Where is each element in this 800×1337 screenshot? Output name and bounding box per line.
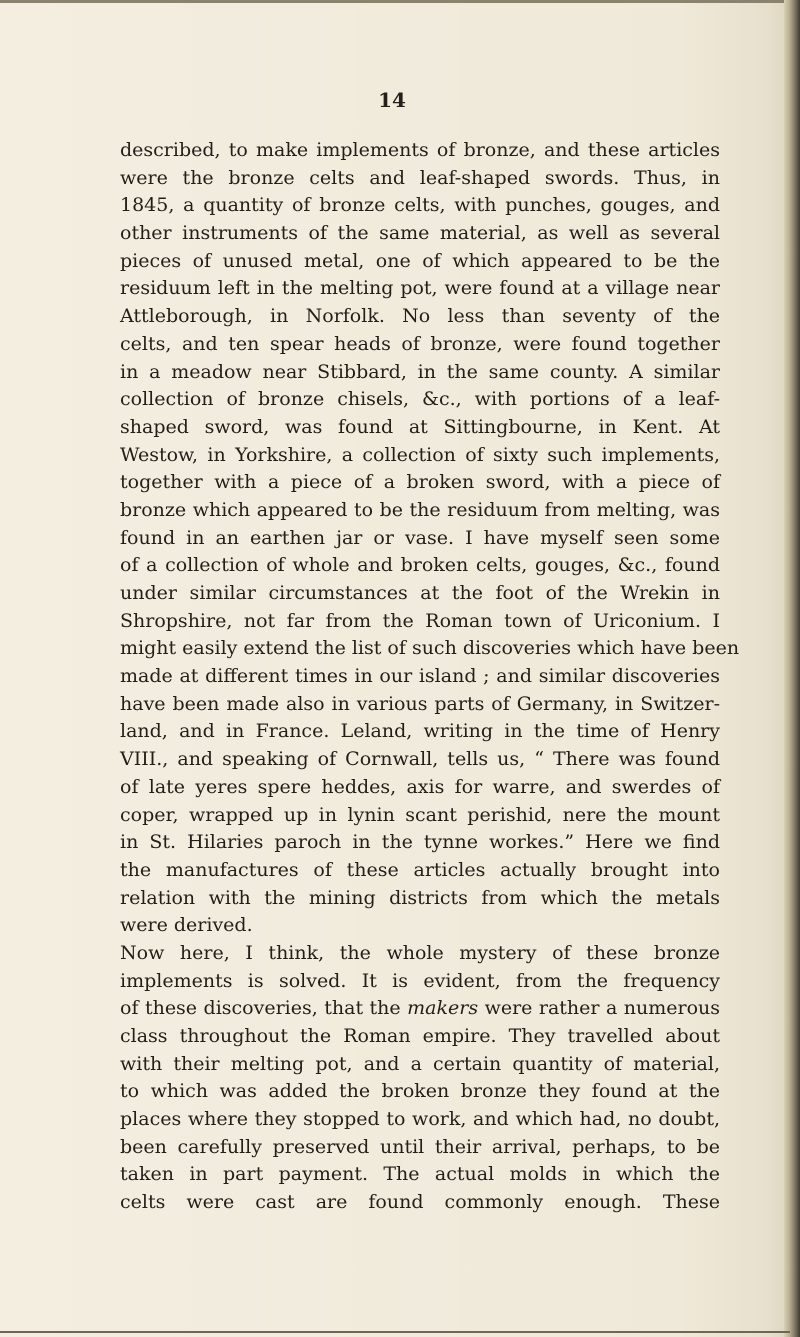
text-line: pieces of unused metal, one of which appeared to be the <box>120 249 720 272</box>
text-line: together with a piece of a broken sword, with a piece of <box>120 471 720 494</box>
text-line: been carefully preserved until their arrival, perhaps, to be <box>120 1135 720 1158</box>
page-bottom-edge <box>0 1331 790 1333</box>
text-line: made at different times in our island ; and similar discoveries <box>120 665 720 688</box>
text-line: places where they stopped to work, and which had, no doubt, <box>120 1108 720 1131</box>
text-line: of late yeres spere heddes, axis for warre, and swerdes of <box>120 775 720 798</box>
text-line: celts, and ten spear heads of bronze, were found together <box>120 332 720 355</box>
text-line: taken in part payment. The actual molds in which the <box>120 1163 720 1186</box>
text-line: might easily extend the list of such discoveries which have been <box>120 637 740 660</box>
text-line: were the bronze celts and leaf-shaped swords. Thus, in <box>120 166 720 189</box>
body-text <box>120 137 740 1217</box>
text-line: in a meadow near Stibbard, in the same county. A similar <box>120 360 720 383</box>
text-line: of a collection of whole and broken celts, gouges, &c., found <box>120 554 720 577</box>
text-line: under similar circumstances at the foot of the Wrekin in <box>120 582 720 604</box>
text-line: 1845, a quantity of bronze celts, with punches, gouges, and <box>120 194 720 217</box>
page-top-edge <box>0 0 784 3</box>
text-line: other instruments of the same material, as well as several <box>120 222 720 245</box>
text-line: coper, wrapped up in lynin scant perishid, nere the mount <box>120 803 720 826</box>
text-line: Shropshire, not far from the Roman town of Uriconium. I <box>120 609 720 632</box>
page-binding-shadow <box>784 0 800 1337</box>
text-line: class throughout the Roman empire. They travelled about <box>120 1025 720 1047</box>
text-line: bronze which appeared to be the residuum from melting, was <box>120 498 720 521</box>
text-line: celts were cast are found commonly enough. These <box>120 1191 720 1214</box>
text-line: VIII., and speaking of Cornwall, tells us, “ There was found <box>120 748 720 771</box>
text-line: with their melting pot, and a certain quantity of material, <box>120 1052 720 1075</box>
text-line <box>120 995 720 1023</box>
text-line: land, and in France. Leland, writing in the time of Henry <box>120 720 720 743</box>
text-line: were derived. <box>120 914 253 937</box>
text-line: relation with the mining districts from which the metals <box>120 886 720 909</box>
text-line: the manufactures of these articles actually brought into <box>120 858 720 881</box>
text-line: described, to make implements of bronze, and these articles <box>120 139 720 161</box>
text-line: in St. Hilaries paroch in the tynne workes.” Here we find <box>120 831 720 854</box>
page-number: 14 <box>378 88 406 112</box>
text-line: Westow, in Yorkshire, a collection of sixty such implements, <box>120 443 720 466</box>
text-line: found in an earthen jar or vase. I have myself seen some <box>120 526 720 549</box>
text-span: of these discoveries, that the <box>120 997 401 1020</box>
text-line: have been made also in various parts of Germany, in Switzer- <box>120 692 720 715</box>
text-line: Attleborough, in Norfolk. No less than seventy of the <box>120 305 720 328</box>
text-line: residuum left in the melting pot, were found at a village near <box>120 277 720 300</box>
text-line: collection of bronze chisels, &c., with portions of a leaf- <box>120 388 720 411</box>
text-line: shaped sword, was found at Sittingbourne, in Kent. At <box>120 415 720 438</box>
text-span: were rather a numerous <box>484 997 721 1020</box>
text-line: to which was added the broken bronze they found at the <box>120 1080 720 1103</box>
italic-emphasis: makers <box>407 997 479 1020</box>
text-line: Now here, I think, the whole mystery of these bronze <box>120 941 720 964</box>
text-line: implements is solved. It is evident, from the frequency <box>120 969 720 992</box>
